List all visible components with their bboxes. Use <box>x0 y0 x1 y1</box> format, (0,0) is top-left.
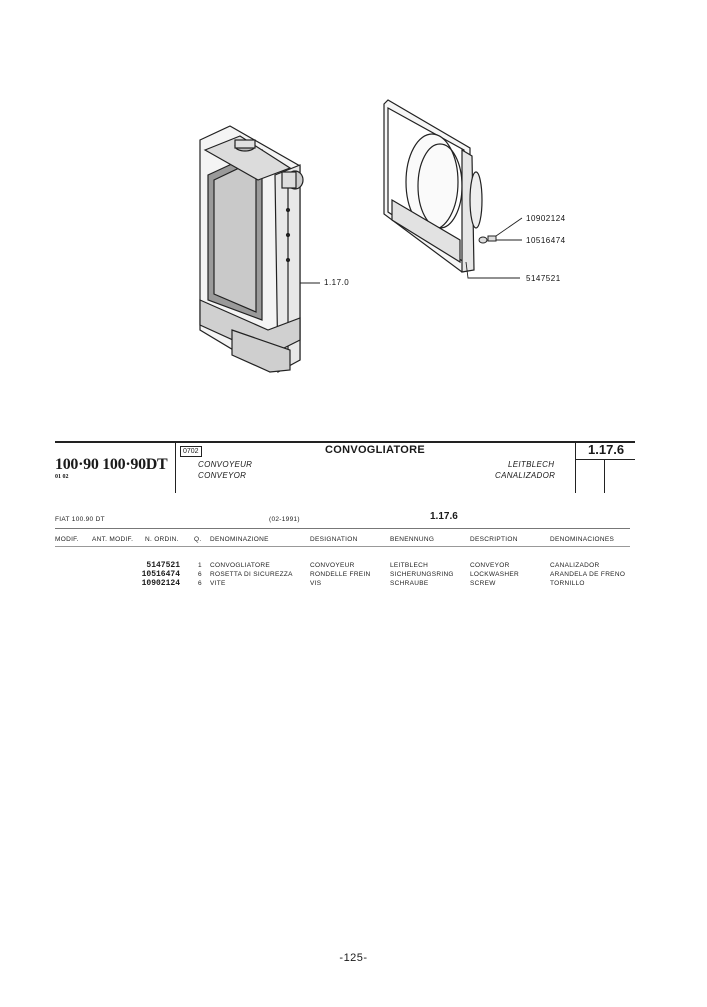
description-english: SCREW <box>470 580 496 587</box>
description-italian: ROSETTA DI SICUREZZA <box>210 571 293 578</box>
header-divider-left <box>175 441 176 493</box>
conveyor-illustration <box>384 100 482 272</box>
group-code-badge: 0702 <box>180 446 202 457</box>
part-number: 5147521 <box>146 561 180 570</box>
radiator-illustration <box>200 126 303 372</box>
header-top-rule <box>55 441 635 443</box>
table-rule-header <box>55 546 630 547</box>
description-german: SCHRAUBE <box>390 580 429 587</box>
page-number: -125- <box>339 952 368 964</box>
column-header-italian: DENOMINAZIONE <box>210 536 269 543</box>
title-french: CONVOYEUR <box>198 460 253 469</box>
quantity: 6 <box>198 571 202 578</box>
description-italian: CONVOGLIATORE <box>210 562 271 569</box>
description-french: VIS <box>310 580 322 587</box>
model-variants: 01 02 <box>55 474 69 480</box>
table-date: (02-1991) <box>269 516 300 523</box>
quantity: 6 <box>198 580 202 587</box>
title-spanish: CANALIZADOR <box>495 471 556 480</box>
title-german: LEITBLECH <box>508 460 555 469</box>
description-german: SICHERUNGSRING <box>390 571 454 578</box>
column-header-order-number: N. ORDIN. <box>145 536 179 543</box>
column-header-modif: MODIF. <box>55 536 79 543</box>
description-spanish: ARANDELA DE FRENO <box>550 571 626 578</box>
table-reference: 1.17.6 <box>430 511 458 522</box>
part-number: 10516474 <box>141 570 180 579</box>
column-header-ant-modif: ANT. MODIF. <box>92 536 134 543</box>
callout-part-washer: 10516474 <box>526 236 566 245</box>
callout-part-screw: 10902124 <box>526 214 566 223</box>
header-divider-ref <box>604 460 605 493</box>
callout-part-conveyor: 5147521 <box>526 274 561 283</box>
description-spanish: TORNILLO <box>550 580 585 587</box>
section-reference: 1.17.6 <box>588 442 625 457</box>
column-header-quantity: Q. <box>194 536 202 543</box>
column-header-spanish: DENOMINACIONES <box>550 536 615 543</box>
model-name: 100·90 100·90DT <box>55 456 168 473</box>
description-spanish: CANALIZADOR <box>550 562 600 569</box>
description-french: CONVOYEUR <box>310 562 355 569</box>
title-english: CONVEYOR <box>198 471 247 480</box>
description-german: LEITBLECH <box>390 562 429 569</box>
part-number: 10902124 <box>141 579 180 588</box>
screw-and-washer-illustration <box>479 236 496 243</box>
description-english: LOCKWASHER <box>470 571 519 578</box>
header-divider-right <box>575 441 576 493</box>
page-title: CONVOGLIATORE <box>324 444 426 456</box>
column-header-english: DESCRIPTION <box>470 536 518 543</box>
description-french: RONDELLE FREIN <box>310 571 371 578</box>
table-model-label: FIAT 100.90 DT <box>55 516 105 523</box>
header-ref-underline <box>575 459 635 460</box>
table-rule-top <box>55 528 630 529</box>
exploded-view-drawing <box>0 0 707 440</box>
column-header-german: BENENNUNG <box>390 536 435 543</box>
callout-radiator-ref: 1.17.0 <box>324 278 350 287</box>
column-header-french: DESIGNATION <box>310 536 358 543</box>
quantity: 1 <box>198 562 202 569</box>
description-english: CONVEYOR <box>470 562 510 569</box>
description-italian: VITE <box>210 580 226 587</box>
leader-line-screw <box>496 218 522 236</box>
